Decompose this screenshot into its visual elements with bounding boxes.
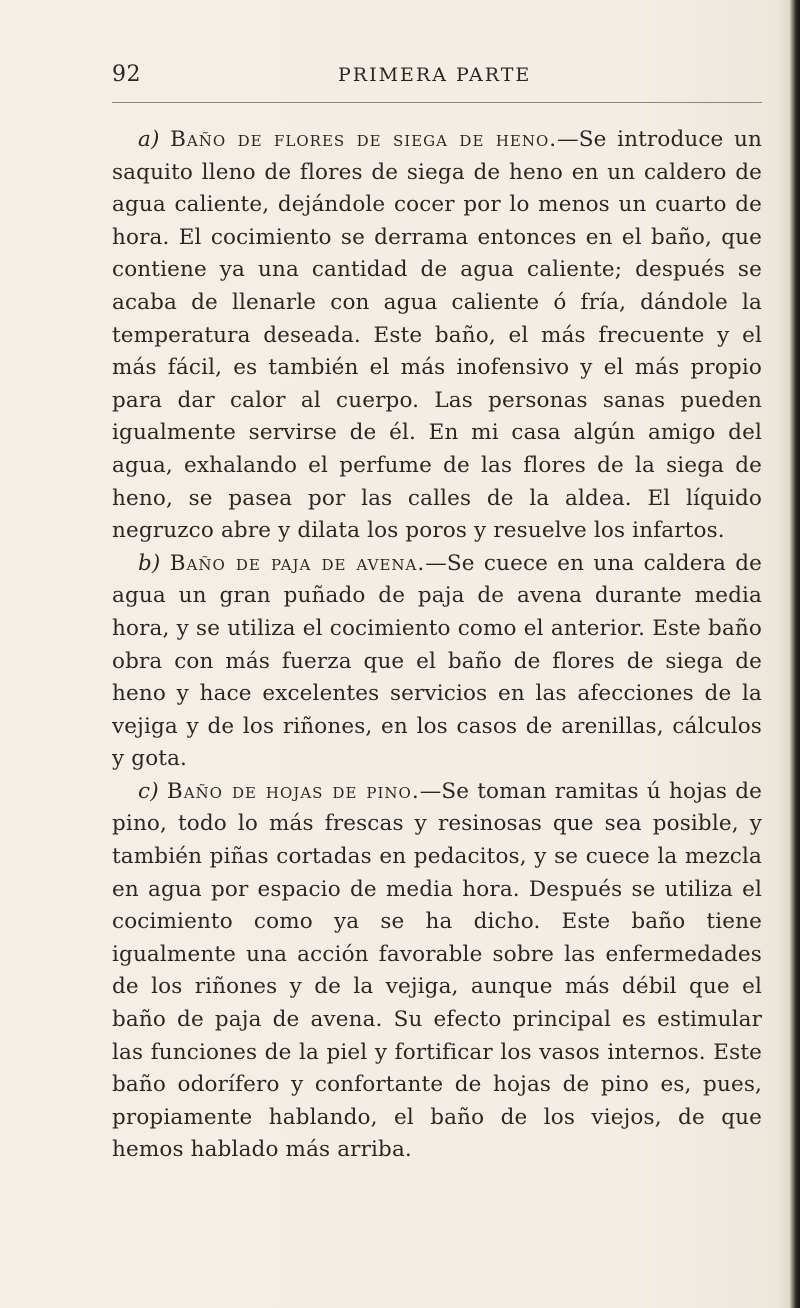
running-head: PRIMERA PARTE — [338, 64, 532, 86]
binding-edge — [790, 0, 800, 1308]
section-body: —Se introduce un saquito lleno de flores de siega de heno en un caldero de agua caliente, dejándole cocer por lo menos un cuarto de hora. El cocimiento se derrama entonces en el baño, que contiene ya una cantidad de agua caliente; después se acaba de llenarle con agua caliente ó fría, dándole la temperatura deseada. Este baño, el más frecuente y el más fácil, es también el más inofensivo y el más propio para dar calor al cuerpo. Las personas sanas pueden igualmente servirse de él. En mi casa algún amigo del agua, exhalando el perfume de las flores de la siega de heno, se pasea por las calles de la aldea. El líquido negruzco abre y dilata los poros y resuelve los infartos. — [112, 127, 762, 544]
section-title: Baño de flores de siega de heno. — [170, 127, 558, 152]
page-number: 92 — [112, 62, 141, 87]
section-c — [112, 776, 762, 1167]
section-b — [112, 548, 762, 776]
page-header — [112, 62, 762, 96]
section-a — [112, 124, 762, 548]
body-text — [112, 124, 762, 1167]
section-body: —Se toman ramitas ú hojas de pino, todo lo más frescas y resinosas que sea posible, y también piñas cortadas en pedacitos, y se cuece la mezcla en agua por espacio de media hora. Después se utiliza el cocimiento como ya se ha dicho. Este baño tiene igualmente una acción favorable sobre las enfermedades de los riñones y de la vejiga, aunque más débil que el baño de paja de avena. Su efecto principal es estimular las funciones de la piel y fortificar los vasos internos. Este baño odorífero y confortante de hojas de pino es, pues, propiamente hablando, el baño de los viejos, de que hemos hablado más arriba. — [112, 778, 763, 1163]
section-marker: c) — [138, 778, 159, 804]
header-rule — [112, 102, 762, 103]
section-body: —Se cuece en una caldera de agua un gran puñado de paja de avena durante media hora, y se utiliza el cocimiento como el anterior. Este baño obra con más fuerza que el baño de flores de siega de heno y hace excelentes servicios en las afecciones de la vejiga y de los riñones, en los casos de arenillas, cálculos y gota. — [112, 550, 763, 772]
section-title: Baño de hojas de pino. — [166, 778, 420, 804]
section-marker: b) — [138, 550, 161, 576]
section-marker: a) — [138, 127, 160, 152]
section-title: Baño de paja de avena. — [169, 550, 426, 576]
